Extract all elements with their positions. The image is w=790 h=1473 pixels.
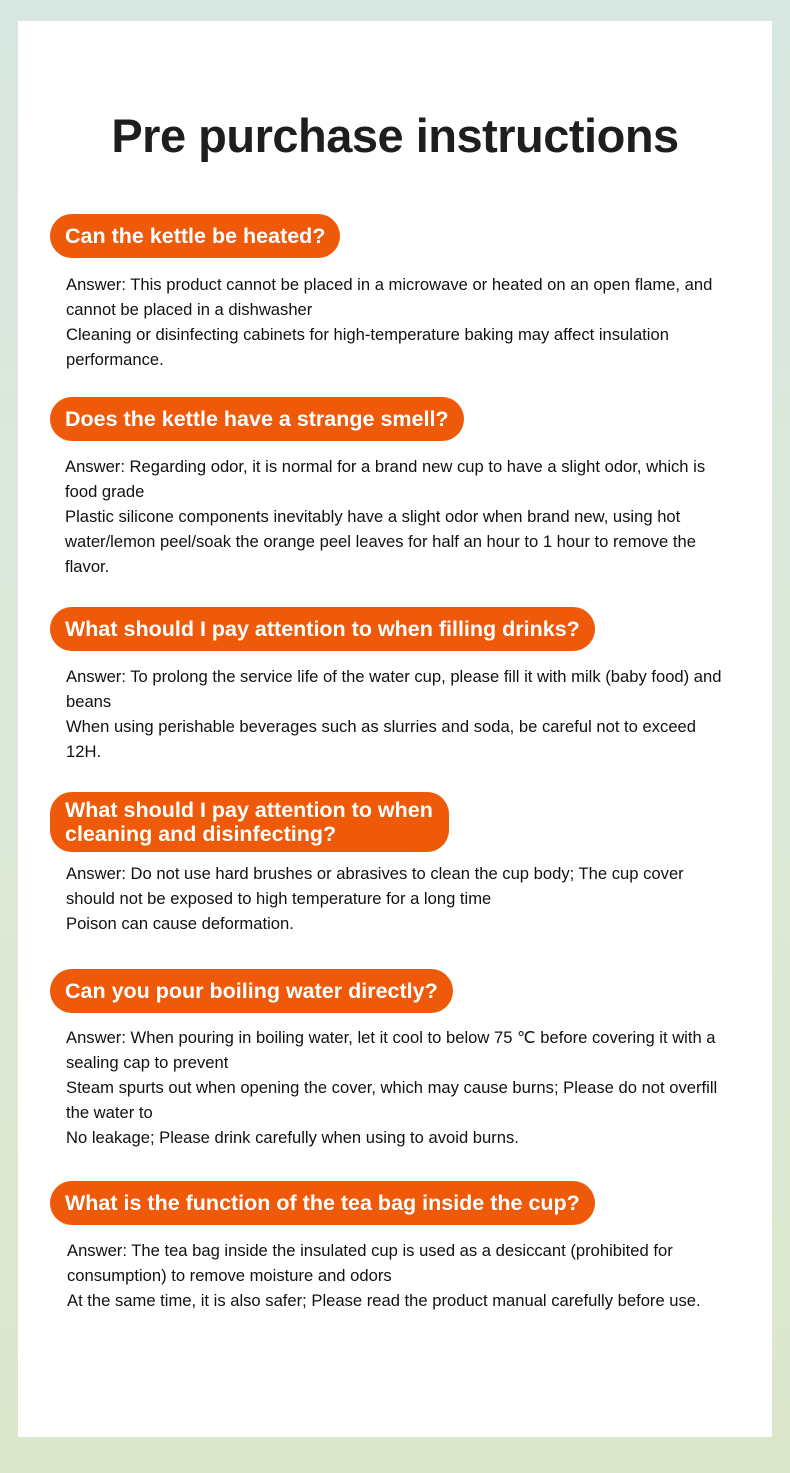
answer-line: At the same time, it is also safer; Please read the product manual carefully before use. [67,1291,701,1310]
answer-text [50,454,730,579]
answer-line: No leakage; Please drink carefully when using to avoid burns. [66,1128,519,1147]
answer-text [50,1025,730,1150]
answer-line: Plastic silicone components inevitably have a slight odor when brand new, using hot water/lemon peel/soak the orange peel leaves for half an hour to 1 hour to remove the flavor. [65,507,696,576]
answer-text [50,1238,730,1313]
question-heading: Does the kettle have a strange smell? [50,397,464,441]
answer-text [50,664,730,764]
answer-text [50,861,730,936]
page-title: Pre purchase instructions [111,109,679,162]
question-heading: Can the kettle be heated? [50,214,340,258]
question-heading: What is the function of the tea bag inside the cup? [50,1181,595,1225]
answer-line: Answer: The tea bag inside the insulated cup is used as a desiccant (prohibited for consumption) to remove moisture and odors [67,1241,673,1285]
answer-line: Cleaning or disinfecting cabinets for high-temperature baking may affect insulation performance. [66,325,669,369]
faq-item-boiling-water [50,969,730,1150]
answer-line: Steam spurts out when opening the cover, which may cause burns; Please do not overfill the water to [66,1078,718,1122]
answer-line: Answer: This product cannot be placed in a microwave or heated on an open flame, and cannot be placed in a dishwasher [66,275,713,319]
faq-item-filling [50,607,730,764]
answer-line: When using perishable beverages such as slurries and soda, be careful not to exceed 12H. [66,717,697,761]
question-heading-line: cleaning and disinfecting? [65,822,337,846]
answer-line: Poison can cause deformation. [66,914,294,933]
answer-line: Answer: To prolong the service life of the water cup, please fill it with milk (baby food) and beans [66,667,722,711]
faq-item-tea-bag [50,1181,730,1313]
answer-line: Answer: When pouring in boiling water, let it cool to below 75 ℃ before covering it with a sealing cap to prevent [66,1028,716,1072]
faq-item-smell [50,397,730,579]
faq-item-cleaning [50,792,730,936]
question-heading: Can you pour boiling water directly? [50,969,453,1013]
faq-item-heating [50,214,730,372]
question-heading: What should I pay attention to when filling drinks? [50,607,595,651]
answer-text [50,272,730,372]
answer-line: Answer: Do not use hard brushes or abrasives to clean the cup body; The cup cover should not be exposed to high temperature for a long time [66,864,684,908]
answer-line: Answer: Regarding odor, it is normal for a brand new cup to have a slight odor, which is food grade [65,457,706,501]
question-heading [50,792,449,852]
question-heading-line: What should I pay attention to when [65,798,433,822]
